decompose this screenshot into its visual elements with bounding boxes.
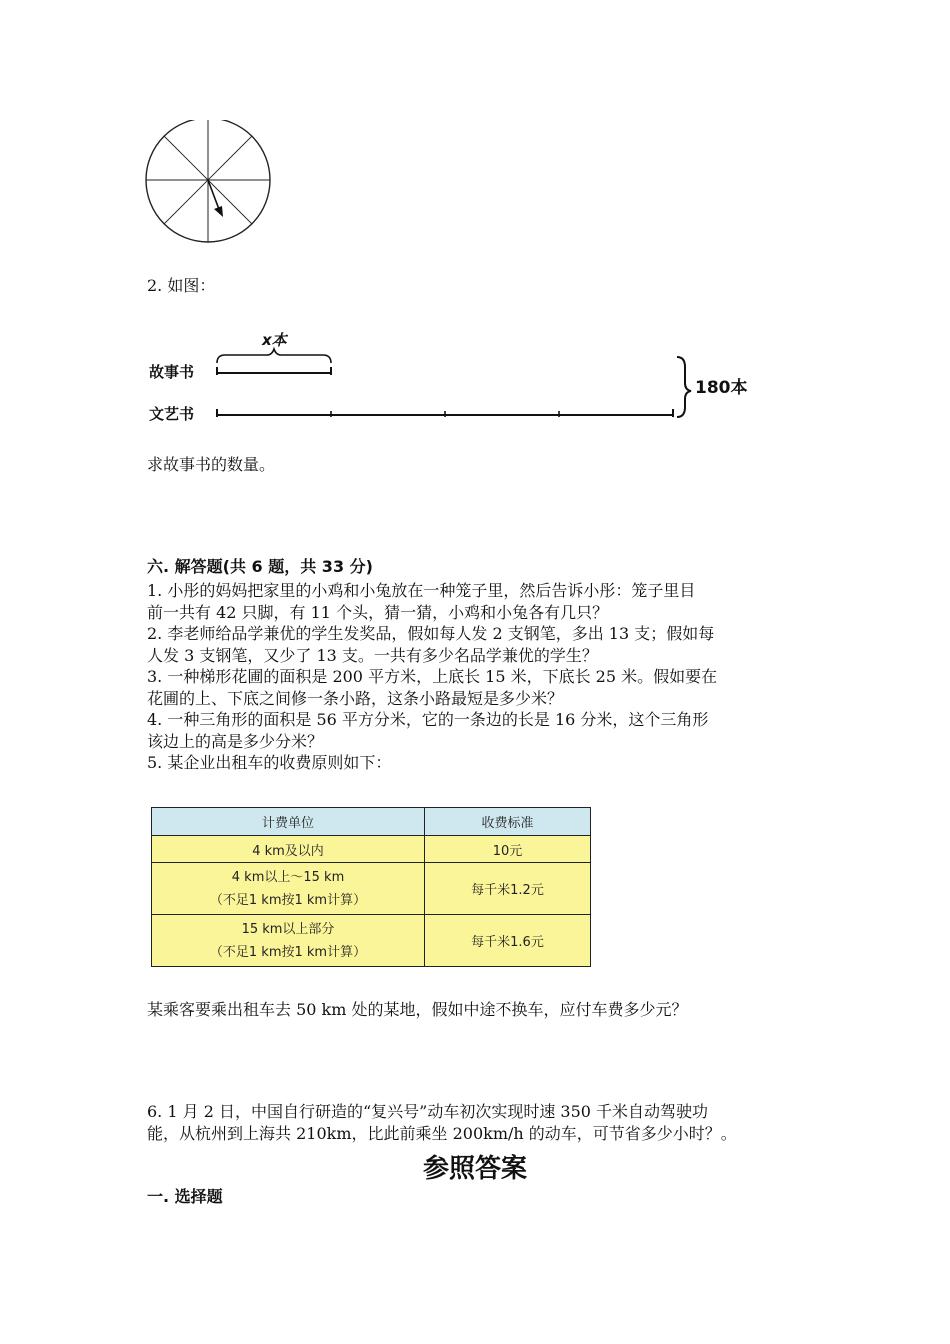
question-line: 能，从杭州到上海共 210km，比此前乘坐 200km/h 的动车，可节省多少小时？。 bbox=[147, 1123, 737, 1143]
story-book-label: 故事书 bbox=[149, 363, 195, 381]
question-2-number: 2. 如图： bbox=[147, 276, 216, 295]
question-line: 人发 3 支钢笔，又少了 13 支。一共有多少名品学兼优的学生？ bbox=[147, 645, 598, 665]
table-header: 计费单位 bbox=[152, 808, 425, 836]
table-row bbox=[152, 915, 591, 967]
table-cell bbox=[152, 863, 425, 915]
cell-line: 4 km以上～15 km bbox=[231, 869, 345, 885]
cell-line: （不足1 km按1 km计算） bbox=[209, 892, 367, 908]
answers-section-1: 一. 选择题 bbox=[147, 1187, 223, 1206]
section-6-questions bbox=[147, 580, 717, 774]
table-header: 收费标准 bbox=[425, 808, 591, 836]
question-line: 该边上的高是多少分米？ bbox=[147, 731, 324, 751]
section-6-heading: 六. 解答题(共 6 题，共 33 分) bbox=[147, 557, 373, 576]
question-line: 4. 一种三角形的面积是 56 平方分米，它的一条边的长是 16 分米，这个三角形 bbox=[147, 710, 709, 729]
question-line: 5. 某企业出租车的收费原则如下： bbox=[147, 753, 392, 772]
cell-line: （不足1 km按1 km计算） bbox=[209, 944, 367, 960]
table-row bbox=[152, 863, 591, 915]
question-line: 花圃的上、下底之间修一条小路，这条小路最短是多少米？ bbox=[147, 688, 564, 708]
question-line: 3. 一种梯形花圃的面积是 200 平方米，上底长 15 米，下底长 25 米。假如要在 bbox=[147, 667, 718, 686]
table-cell: 每千米1.6元 bbox=[425, 915, 591, 967]
cell-line: 15 km以上部分 bbox=[241, 921, 335, 937]
table-cell bbox=[152, 915, 425, 967]
question-6 bbox=[147, 1101, 737, 1144]
spinner-figure bbox=[140, 120, 280, 250]
taxi-fee-table bbox=[151, 807, 591, 967]
question-line: 1. 小彤的妈妈把家里的小鸡和小兔放在一种笼子里，然后告诉小彤：笼子里目 bbox=[147, 581, 696, 600]
table-cell: 4 km及以内 bbox=[152, 836, 425, 863]
table-row bbox=[152, 836, 591, 863]
question-line: 前一共有 42 只脚，有 11 个头，猜一猜，小鸡和小兔各有几只？ bbox=[147, 602, 609, 622]
total-books-label: 180本 bbox=[695, 378, 748, 398]
table-cell: 10元 bbox=[425, 836, 591, 863]
answers-title: 参照答案 bbox=[422, 1154, 527, 1184]
question-line: 2. 李老师给品学兼优的学生发奖品，假如每人发 2 支钢笔，多出 13 支；假如每 bbox=[147, 624, 715, 643]
question-line: 6. 1 月 2 日，中国自行研造的“复兴号”动车初次实现时速 350 千米自动驾驶功 bbox=[147, 1102, 709, 1121]
question-5-text: 某乘客要乘出租车去 50 km 处的某地，假如中途不换车，应付车费多少元？ bbox=[147, 1000, 688, 1019]
table-cell: 每千米1.2元 bbox=[425, 863, 591, 915]
x-books-label: x本 bbox=[262, 331, 287, 349]
art-book-label: 文艺书 bbox=[149, 405, 195, 423]
segment-diagram bbox=[145, 325, 765, 435]
question-2-text: 求故事书的数量。 bbox=[147, 455, 276, 474]
